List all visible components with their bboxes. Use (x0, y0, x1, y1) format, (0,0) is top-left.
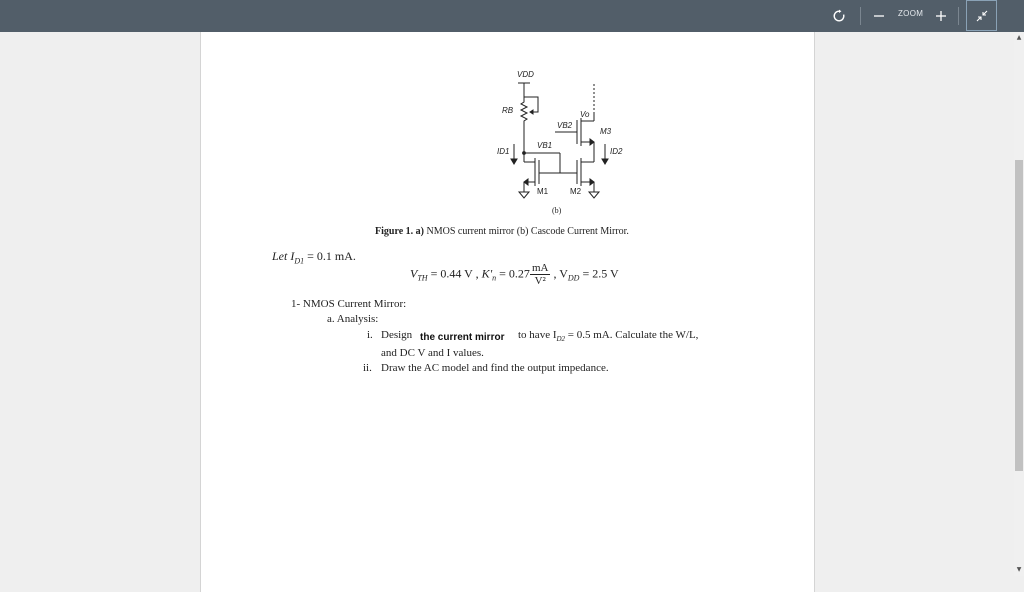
m1-label: M1 (537, 187, 549, 196)
subsection-heading: a. Analysis: (327, 313, 379, 325)
rb-label: RB (502, 106, 514, 115)
zoom-in-icon (935, 10, 947, 22)
toolbar-divider (958, 7, 959, 25)
list-item-i-text: Design (381, 329, 413, 341)
zoom-out-button[interactable] (870, 4, 888, 28)
scroll-thumb[interactable] (1015, 160, 1023, 471)
vdd-label: VDD (517, 70, 534, 79)
kn-unit-fraction: $\frac{mA}{\text{V²}}$ (531, 262, 549, 287)
viewer-toolbar (0, 0, 1024, 32)
list-item-ii-text: Draw the AC model and find the output impedance. (381, 362, 609, 374)
m2-label: M2 (570, 187, 582, 196)
zoom-out-icon (873, 10, 885, 22)
vo-label: Vo (580, 110, 590, 119)
section-heading: 1- NMOS Current Mirror: (291, 298, 407, 310)
vb1-label: VB1 (537, 141, 553, 150)
refresh-icon (832, 9, 846, 23)
scroll-up-icon[interactable]: ▲ (1016, 34, 1022, 41)
vb2-label: VB2 (557, 121, 573, 130)
refresh-button[interactable] (828, 4, 850, 28)
inserted-text: the current mirror (420, 332, 505, 343)
zoom-label: ZOOM (898, 9, 924, 18)
id1-label: ID1 (497, 147, 510, 156)
list-item-ii-number: ii. (363, 362, 372, 374)
toolbar-divider (860, 7, 861, 25)
collapse-button[interactable] (966, 0, 997, 31)
cascode-circuit-diagram (490, 62, 640, 220)
list-item-i-line2: and DC V and I values. (381, 347, 484, 359)
zoom-in-button[interactable] (932, 4, 950, 28)
list-item-i-rest: to have $I_{D2} = 0.5$ mA. Calculate the W/L, (518, 329, 699, 344)
id2-label: ID2 (610, 147, 623, 156)
list-item-i-number: i. (367, 329, 373, 341)
caption-bold: Figure 1. a) (375, 226, 424, 237)
collapse-icon (976, 10, 988, 22)
given-current: Let $I_{D1} = 0.1$ mA. (272, 249, 356, 266)
m3-label: M3 (600, 127, 612, 136)
scroll-down-icon[interactable]: ▼ (1016, 566, 1022, 573)
caption-text: NMOS current mirror (b) Cascode Current Mirror. (423, 226, 629, 237)
figure-sub-label: (b) (552, 206, 562, 215)
parameter-equation: $V_{TH} = 0.44$ V , $K'_n = 0.27$ $\frac{mA}{\text{V²}}$ , $V_{DD} = 2.5$ V (410, 262, 619, 287)
figure-caption (375, 226, 629, 237)
